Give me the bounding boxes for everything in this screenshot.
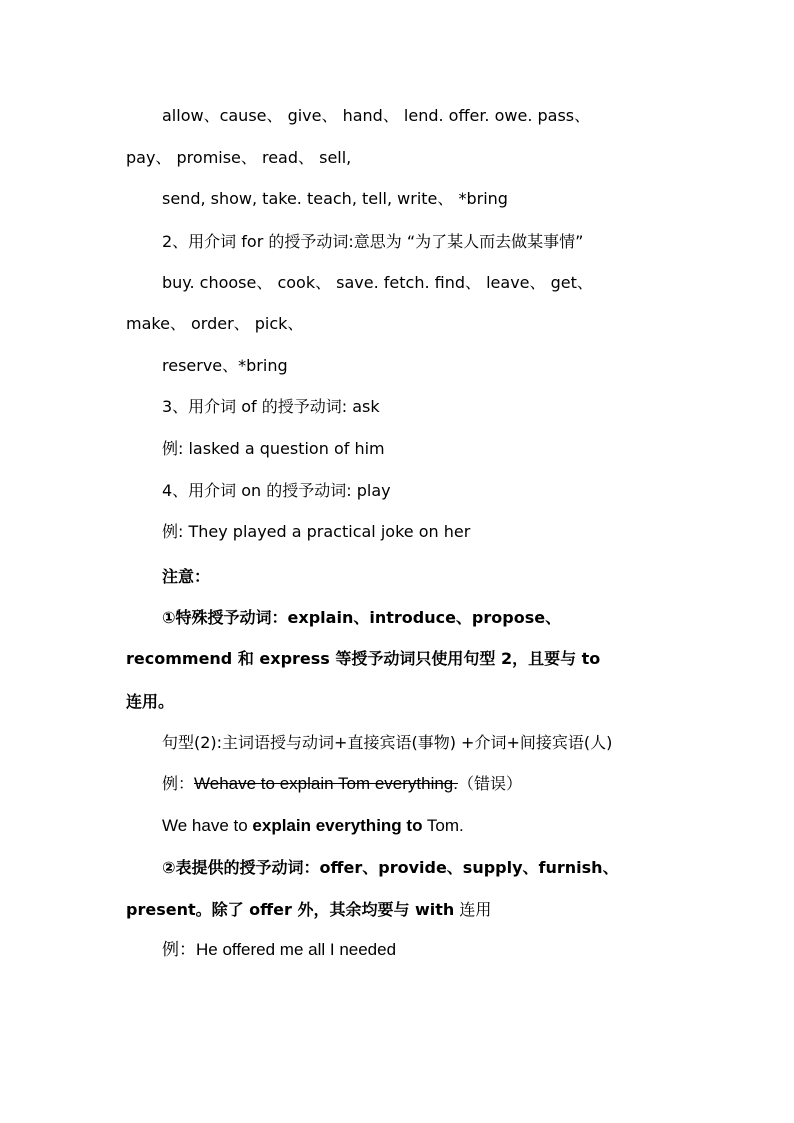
note-2-line-2 <box>126 900 491 920</box>
text-line-2: pay、 promise、 read、 sell, <box>126 148 352 167</box>
text-line-5: buy. choose、 cook、 save. fetch. find、 leave、 get、 <box>162 273 593 292</box>
note-2-line-1: ②表提供的授予动词：offer、provide、supply、furnish、 <box>162 858 619 877</box>
pattern-line: 句型(2):主词语授与动词+直接宾语(事物) +介词+间接宾语(人) <box>162 733 613 752</box>
note-2-normal: 连用 <box>454 900 492 919</box>
note-1-line-2: recommend 和 express 等授予动词只使用句型 2，且要与 to <box>126 649 601 668</box>
last-example: 例：He offered me all I needed <box>162 940 397 959</box>
text-line-4: 2、用介词 for 的授予动词:意思为 “为了某人而去做某事情” <box>162 232 584 251</box>
wrong-example-prefix: 例： <box>162 774 195 793</box>
text-line-10: 4、用介词 on 的授予动词: play <box>162 481 391 500</box>
correct-example <box>162 816 464 836</box>
text-line-6: make、 order、 pick、 <box>126 314 304 333</box>
text-line-11: 例: They played a practical joke on her <box>162 522 471 541</box>
text-line-9: 例: lasked a question of him <box>162 439 385 458</box>
text-line-1: allow、cause、 give、 hand、 lend. offer. owe. pass、 <box>162 106 591 125</box>
text-line-3: send, show, take. teach, tell, write、 *bring <box>162 189 508 208</box>
wrong-example <box>162 774 522 794</box>
wrong-example-text: Wehave to explain Tom everything. <box>194 774 458 793</box>
note-heading: 注意： <box>162 567 211 586</box>
note-2-bold: present。除了 offer 外，其余均要与 with <box>126 900 455 919</box>
text-line-8: 3、用介词 of 的授予动词: ask <box>162 397 380 416</box>
correct-example-part3: Tom. <box>422 816 464 835</box>
note-1-line-3: 连用。 <box>126 692 175 711</box>
note-1-line-1: ①特殊授予动词：explain、introduce、propose、 <box>162 608 562 627</box>
text-line-7: reserve、*bring <box>162 356 288 375</box>
correct-example-part1: We have to <box>162 816 253 835</box>
correct-example-part2: explain everything to <box>252 816 423 835</box>
wrong-example-suffix: （错误） <box>457 774 522 793</box>
